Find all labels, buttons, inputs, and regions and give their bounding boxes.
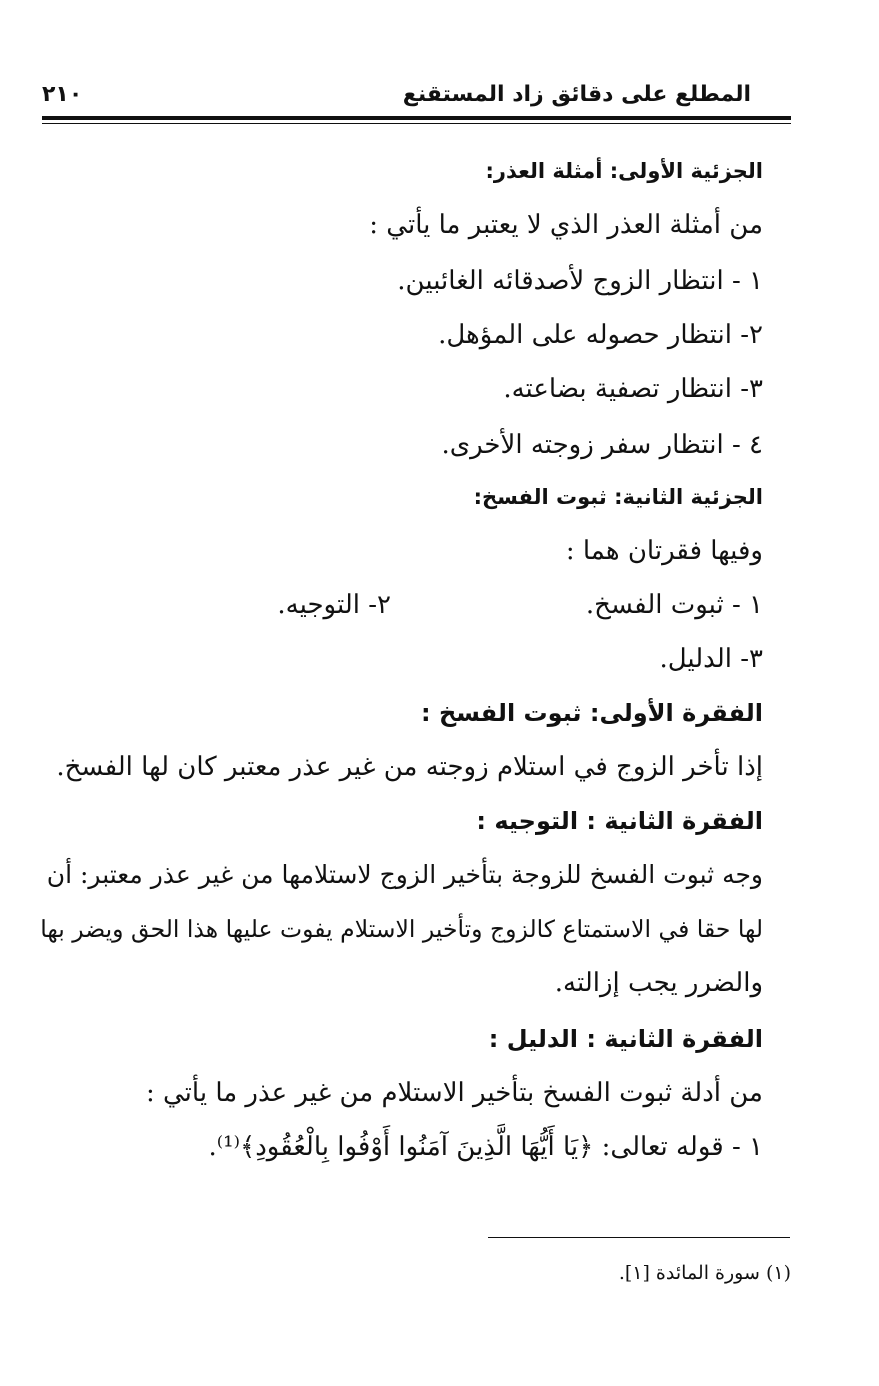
quran-verse-line: ١ - قوله تعالى: ﴿يَا أَيُّهَا الَّذِينَ آمَنُوا أَوْفُوا بِالْعُقُودِ﴾⁽¹⁾. — [208, 1132, 763, 1162]
paragraph-line: من أمثلة العذر الذي لا يعتبر ما يأتي : — [369, 210, 763, 240]
section-heading-2: الجزئية الثانية: ثبوت الفسخ: — [473, 485, 763, 509]
paragraph-line: من أدلة ثبوت الفسخ بتأخير الاستلام من غير عذر ما يأتي : — [145, 1078, 763, 1108]
list-item: ١ - ثبوت الفسخ. — [585, 590, 763, 620]
paragraph-line: إذا تأخر الزوج في استلام زوجته من غير عذر معتبر كان لها الفسخ. — [56, 752, 763, 782]
running-header — [42, 78, 791, 114]
list-item: ١ - انتظار الزوج لأصدقائه الغائبين. — [397, 266, 763, 296]
list-item: ٣- انتظار تصفية بضاعته. — [503, 374, 763, 404]
subsection-heading-2: الفقرة الثانية : التوجيه : — [476, 807, 763, 835]
paragraph-line: وفيها فقرتان هما : — [565, 536, 763, 566]
book-title: المطلع على دقائق زاد المستقنع — [402, 82, 751, 107]
footnote-separator — [488, 1237, 790, 1238]
page-number: ٢١٠ — [42, 82, 83, 107]
list-item: ٣- الدليل. — [659, 644, 763, 674]
subsection-heading-1: الفقرة الأولى: ثبوت الفسخ : — [420, 699, 763, 727]
header-rule-thick — [42, 116, 791, 120]
paragraph-line: وجه ثبوت الفسخ للزوجة بتأخير الزوج لاستلامها من غير عذر معتبر: أن — [46, 860, 763, 889]
section-heading-1: الجزئية الأولى: أمثلة العذر: — [485, 159, 763, 183]
header-rule-thin — [42, 123, 791, 124]
list-item: ٤ - انتظار سفر زوجته الأخرى. — [441, 430, 763, 460]
list-item: ٢- انتظار حصوله على المؤهل. — [438, 320, 763, 350]
list-item: ٢- التوجيه. — [277, 590, 391, 620]
footnote: (١) سورة المائدة [١]. — [618, 1262, 791, 1284]
paragraph-line: لها حقا في الاستمتاع كالزوج وتأخير الاستلام يفوت عليها هذا الحق ويضر بها — [40, 915, 763, 943]
paragraph-line: والضرر يجب إزالته. — [554, 968, 763, 998]
subsection-heading-3: الفقرة الثانية : الدليل : — [488, 1025, 763, 1053]
